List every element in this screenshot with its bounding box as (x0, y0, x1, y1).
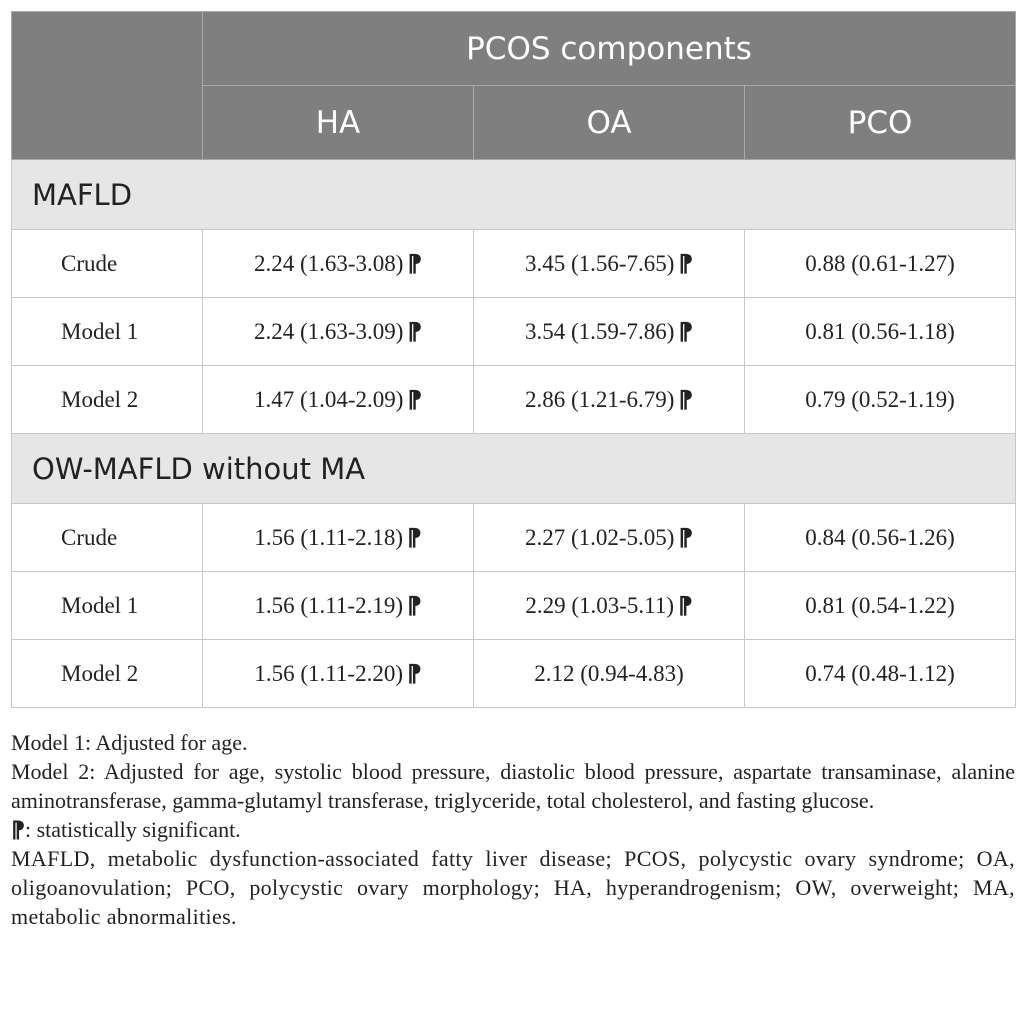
table-row (12, 504, 1016, 572)
value-cell (745, 298, 1016, 366)
row-label: Model 2 (12, 640, 203, 708)
value-cell (745, 366, 1016, 434)
significance-marker: ⁋ (678, 386, 694, 412)
value-cell (474, 504, 745, 572)
odds-ratio-value: 1.47 (1.04-2.09) (253, 386, 404, 412)
results-table (11, 11, 1016, 708)
odds-ratio-value: 0.79 (0.52-1.19) (805, 386, 955, 412)
odds-ratio-value: 2.29 (1.03-5.11) (525, 592, 674, 618)
significance-text: : statistically significant. (25, 817, 241, 842)
header-group-label: PCOS components (203, 12, 1016, 86)
value-cell (474, 640, 745, 708)
odds-ratio-value: 3.45 (1.56-7.65) (524, 250, 675, 276)
significance-marker: ⁋ (678, 524, 694, 550)
odds-ratio-value: 2.24 (1.63-3.08) (253, 250, 404, 276)
significance-marker: ⁋ (678, 250, 694, 276)
significance-marker: ⁋ (678, 318, 694, 344)
odds-ratio-value: 2.24 (1.63-3.09) (253, 318, 404, 344)
row-label: Model 1 (12, 572, 203, 640)
value-cell (474, 230, 745, 298)
significance-marker: ⁋ (407, 250, 423, 276)
row-label: Crude (12, 230, 203, 298)
section-title: MAFLD (12, 160, 1016, 230)
odds-ratio-value: 1.56 (1.11-2.19) (254, 592, 403, 618)
value-cell (203, 504, 474, 572)
value-cell (745, 504, 1016, 572)
footnote-model2: Model 2: Adjusted for age, systolic blood pressure, diastolic blood pressure, aspartate transaminase, alanine aminotransferase, gamma-glutamyl transferase, triglyceride, total cholesterol, and fasting glucose. (11, 759, 1015, 813)
odds-ratio-value: 2.86 (1.21-6.79) (524, 386, 675, 412)
row-label: Crude (12, 504, 203, 572)
odds-ratio-value: 0.88 (0.61-1.27) (805, 250, 955, 276)
section-row (12, 160, 1016, 230)
section-title: OW-MAFLD without MA (12, 434, 1016, 504)
table-row (12, 366, 1016, 434)
significance-marker: ⁋ (407, 318, 423, 344)
header-col-pco: PCO (745, 86, 1016, 160)
significance-marker: ⁋ (406, 524, 422, 550)
odds-ratio-value: 3.54 (1.59-7.86) (524, 318, 675, 344)
odds-ratio-value: 0.74 (0.48-1.12) (805, 660, 955, 686)
value-cell (474, 298, 745, 366)
table-row (12, 298, 1016, 366)
odds-ratio-value: 0.84 (0.56-1.26) (805, 524, 955, 550)
footnote-abbreviations: MAFLD, metabolic dysfunction-associated fatty liver disease; PCOS, polycystic ovary syndrome; OA, oligoanovulation; PCO, polycystic ovary morphology; HA, hyperandrogenism; OW, overweight; MA, metabolic abnormalities. (11, 846, 1015, 929)
significance-marker: ⁋ (406, 592, 422, 618)
table-row (12, 230, 1016, 298)
section-row (12, 434, 1016, 504)
table-row (12, 572, 1016, 640)
results-table-container (11, 11, 1015, 708)
header-corner-cell (12, 12, 203, 160)
value-cell (745, 572, 1016, 640)
odds-ratio-value: 0.81 (0.54-1.22) (805, 592, 955, 618)
value-cell (203, 572, 474, 640)
value-cell (203, 640, 474, 708)
table-body (12, 160, 1016, 708)
significance-symbol: ⁋ (11, 817, 25, 842)
table-header (12, 12, 1016, 160)
value-cell (203, 230, 474, 298)
odds-ratio-value: 1.56 (1.11-2.20) (254, 660, 403, 686)
header-col-oa: OA (474, 86, 745, 160)
table-footnotes (11, 728, 1015, 931)
significance-marker: ⁋ (677, 592, 693, 618)
odds-ratio-value: 2.27 (1.02-5.05) (524, 524, 675, 550)
value-cell (203, 298, 474, 366)
value-cell (745, 230, 1016, 298)
table-row (12, 640, 1016, 708)
footnote-significance (11, 815, 1015, 844)
row-label: Model 1 (12, 298, 203, 366)
footnote-model1: Model 1: Adjusted for age. (11, 730, 248, 755)
value-cell (745, 640, 1016, 708)
odds-ratio-value: 0.81 (0.56-1.18) (805, 318, 955, 344)
header-col-ha: HA (203, 86, 474, 160)
value-cell (474, 572, 745, 640)
row-label: Model 2 (12, 366, 203, 434)
odds-ratio-value: 1.56 (1.11-2.18) (254, 524, 403, 550)
odds-ratio-value: 2.12 (0.94-4.83) (534, 660, 684, 686)
value-cell (203, 366, 474, 434)
value-cell (474, 366, 745, 434)
significance-marker: ⁋ (406, 660, 422, 686)
significance-marker: ⁋ (407, 386, 423, 412)
